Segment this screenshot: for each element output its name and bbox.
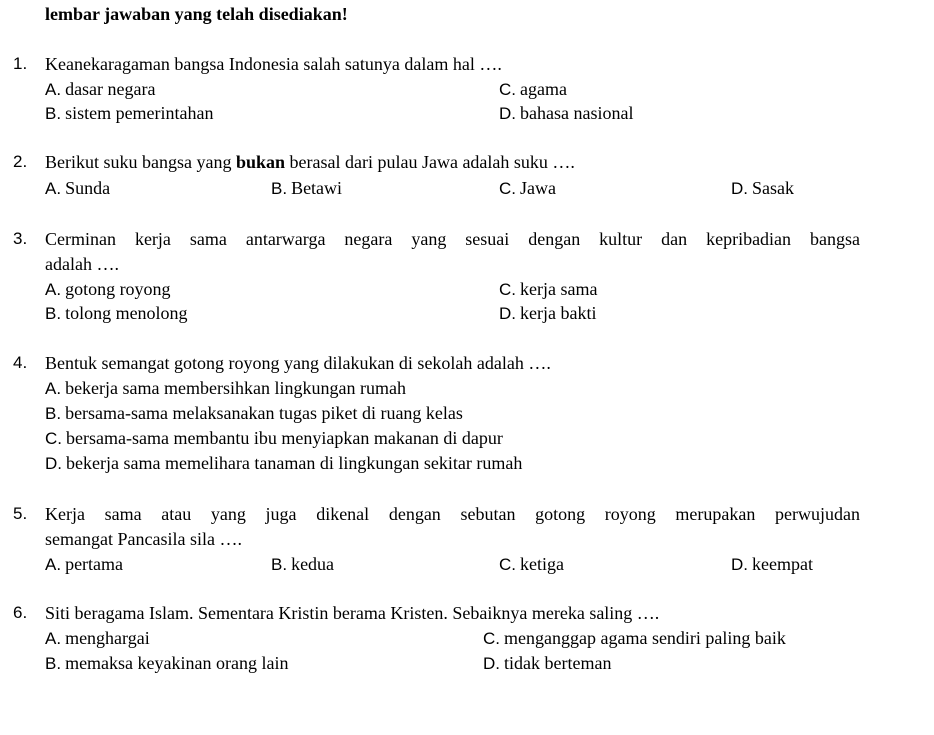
instruction-heading: lembar jawaban yang telah disediakan! [45, 4, 348, 24]
option-c: C. kerja sama [499, 279, 598, 299]
question-number: 4. [13, 353, 28, 372]
option-c: C. Jawa [499, 178, 556, 198]
emphasis-word: bukan [235, 152, 286, 172]
option-c: C. bersama-sama membantu ibu menyiapkan makanan di dapur [45, 428, 503, 448]
option-d: D. tidak berteman [483, 653, 612, 673]
question-number: 3. [13, 229, 28, 248]
question-text-line-2: semangat Pancasila sila …. [45, 529, 242, 549]
option-a: A. Sunda [45, 178, 111, 198]
question-text: Berikut suku bangsa yang bukan berasal dari pulau Jawa adalah suku …. [45, 152, 575, 172]
option-c: C. menganggap agama sendiri paling baik [483, 628, 786, 648]
option-d: D. kerja bakti [499, 303, 597, 323]
option-b: B. bersama-sama melaksanakan tugas piket di ruang kelas [45, 403, 463, 423]
question-text: Bentuk semangat gotong royong yang dilakukan di sekolah adalah …. [45, 353, 551, 373]
option-d: D. bahasa nasional [499, 103, 634, 123]
option-b: B. kedua [271, 554, 335, 574]
question-text-line-1: Cerminan kerja sama antarwarga negara yang sesuai dengan kultur dan kepribadian bangsa [45, 229, 860, 249]
question-text: Keanekaragaman bangsa Indonesia salah satunya dalam hal …. [45, 54, 502, 74]
option-b: B. sistem pemerintahan [45, 103, 214, 123]
question-text-line-1: Kerja sama atau yang juga dikenal dengan sebutan gotong royong merupakan perwujudan [45, 504, 860, 524]
question-number: 2. [13, 152, 28, 171]
question-number: 6. [13, 603, 28, 622]
option-a: A. bekerja sama membersihkan lingkungan rumah [45, 378, 406, 398]
option-a: A. dasar negara [45, 79, 156, 99]
option-a: A. gotong royong [45, 279, 171, 299]
option-b: B. tolong menolong [45, 303, 188, 323]
question-text-line-2: adalah …. [45, 254, 119, 274]
option-b: B. Betawi [271, 178, 343, 198]
option-c: C. agama [499, 79, 567, 99]
option-d: D. Sasak [731, 178, 794, 198]
question-number: 5. [13, 504, 28, 523]
option-c: C. ketiga [499, 554, 564, 574]
option-a: A. pertama [45, 554, 124, 574]
option-a: A. menghargai [45, 628, 150, 648]
option-d: D. bekerja sama memelihara tanaman di lingkungan sekitar rumah [45, 453, 523, 473]
question-text: Siti beragama Islam. Sementara Kristin berama Kristen. Sebaiknya mereka saling …. [45, 603, 660, 623]
question-number: 1. [13, 54, 28, 73]
option-b: B. memaksa keyakinan orang lain [45, 653, 289, 673]
option-d: D. keempat [731, 554, 813, 574]
